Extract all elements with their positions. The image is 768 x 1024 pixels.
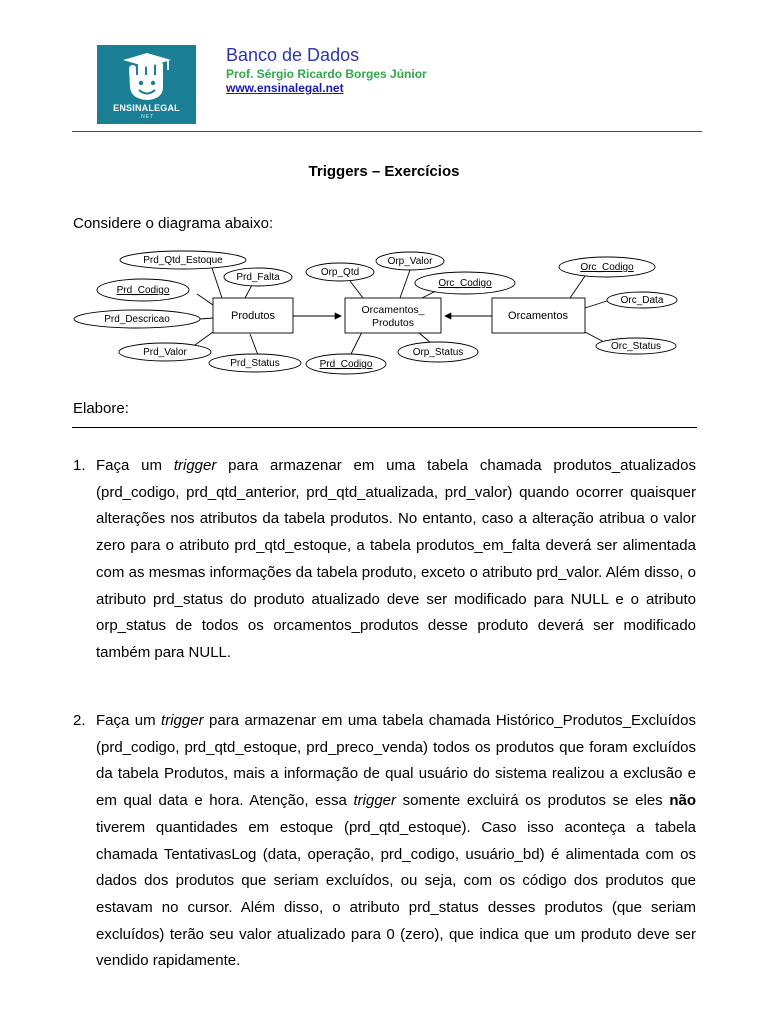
entity-orcamentos: Orcamentos	[508, 310, 568, 322]
attr-orc-codigo-key: Orc_Codigo	[580, 262, 634, 273]
exercise-text-part: tiverem quantidades em estoque (prd_qtd_estoque). Caso isso aconteça a tabela chamada TentativasLog (data, operação, prd_codigo, usuário_bd) é alimentada com os dados dos produtos que seriam excluídos, ou seja, com os código dos produtos que estavam no cursor. Além disso, o atributo prd_status desses produtos (que seriam excluídos) terão seu valor atualizado para 0 (zero), que indica que um produto deve ser vendido rapidamente.	[96, 818, 696, 970]
website-link[interactable]: www.ensinalegal.net	[226, 81, 344, 95]
attr-orc-data: Orc_Data	[620, 295, 664, 306]
er-diagram	[0, 0, 768, 400]
exercise-text	[96, 453, 696, 667]
exercise-number: 1.	[73, 457, 86, 474]
attr-prd-valor: Prd_Valor	[143, 347, 187, 358]
entity-produtos: Produtos	[230, 310, 276, 322]
exercise-text-emphasis: trigger	[161, 712, 204, 729]
intro-text: Considere o diagrama abaixo:	[73, 215, 274, 232]
exercise-text-part: somente excluirá os produtos se eles	[396, 792, 670, 810]
attr-prd-codigo-key: Prd_Codigo	[116, 285, 170, 296]
exercise-text-part: para armazenar em uma tabela chamada produtos_atualizados (prd_codigo, prd_qtd_anterior, prd_qtd_atualizada, prd_valor) quando ocorrer quaisquer alterações nos atributos da tabela produtos. No entanto, caso a alteração atribua o valor zero para o atributo prd_qtd_estoque, a tabela produtos_em_falta deverá ser alimentada com as mesmas informações da tabela produto, exceto o atributo prd_valor. Além disso, o atributo prd_status do produto atualizado deve ser modificado para NULL e o atributo orp_status de todos os orcamentos_produtos desse produto deverá ser modificado também para NULL.	[96, 457, 696, 661]
entity-orcamentos-produtos-line2: Produtos	[371, 317, 415, 329]
professor-name: Prof. Sérgio Ricardo Borges Júnior	[226, 67, 427, 81]
attr-prd-status: Prd_Status	[230, 358, 280, 369]
exercise-text-emphasis: trigger	[173, 457, 217, 474]
attr-orc-status: Orc_Status	[610, 341, 662, 352]
attr-orp-valor: Orp_Valor	[387, 256, 433, 267]
exercise-text-emphasis: trigger	[353, 792, 397, 810]
exercise-text	[96, 708, 696, 975]
course-title: Banco de Dados	[226, 45, 360, 65]
exercise-number: 2.	[73, 712, 86, 729]
exercise-2	[73, 708, 696, 975]
exercise-text-part: para armazenar em uma tabela chamada Histórico_Produtos_Excluídos (prd_codigo, prd_qtd_estoque, prd_preco_venda) todos os produtos que foram excluídos da tabela Produtos, mais a informação de qual usuário do sistema realizou a exclusão e em qual data e hora. Atenção, essa	[96, 712, 696, 810]
attr-orc-codigo-fk: Orc_Codigo	[438, 278, 492, 289]
logo-text: ENSINALEGAL	[113, 103, 180, 113]
elabore-heading: Elabore:	[73, 400, 129, 417]
logo-subtext: .NET	[138, 114, 155, 120]
exercise-text-part: Faça um	[96, 457, 174, 474]
document-title: Triggers – Exercícios	[308, 163, 460, 180]
attr-prd-qtd-estoque: Prd_Qtd_Estoque	[143, 255, 223, 266]
attr-orp-qtd: Orp_Qtd	[320, 267, 360, 278]
exercise-text-strong: não	[669, 792, 696, 810]
attr-prd-descricao: Prd_Descricao	[104, 314, 170, 325]
exercise-1	[73, 453, 696, 667]
attr-prd-falta: Prd_Falta	[236, 272, 280, 283]
attr-orp-status: Orp_Status	[412, 347, 464, 358]
attr-prd-codigo-fk: Prd_Codigo	[319, 359, 373, 370]
elabore-divider	[72, 427, 697, 428]
exercise-text-part: Faça um	[96, 712, 162, 729]
entity-orcamentos-produtos-line1: Orcamentos_	[361, 304, 425, 316]
